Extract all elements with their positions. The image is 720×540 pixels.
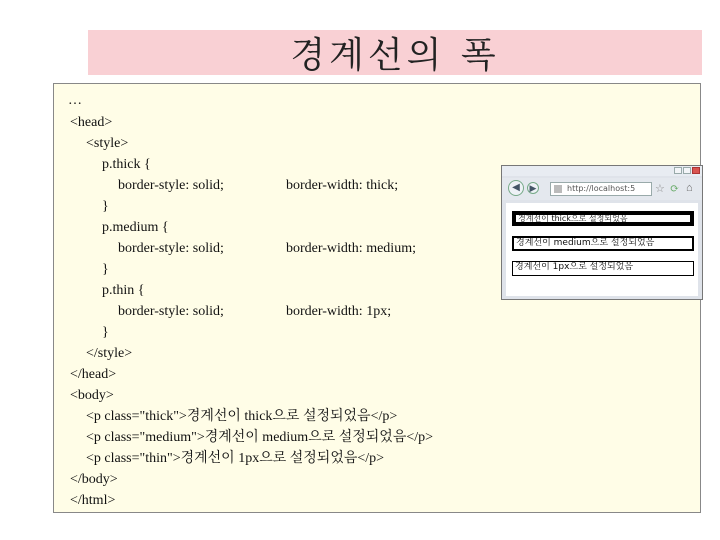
browser-toolbar	[502, 178, 702, 200]
code-line: <p class="thin">경계선이 1px으로 설정되었음</p>	[86, 451, 385, 466]
code-line: <body>	[70, 388, 114, 403]
code-line: <head>	[70, 115, 113, 130]
code-line: …	[68, 93, 82, 108]
code-line-width-thin: border-width: 1px;	[286, 304, 392, 319]
demo-paragraph-thick: 경계선이 thick으로 설정되었음	[512, 211, 694, 226]
address-text: http://localhost:5	[567, 184, 636, 193]
browser-viewport	[506, 203, 698, 296]
close-icon[interactable]	[692, 167, 700, 174]
code-line: <style>	[86, 136, 129, 151]
code-line-width-thick: border-width: thick;	[286, 178, 399, 193]
refresh-icon[interactable]: ⟳	[670, 183, 680, 195]
browser-screenshot	[501, 165, 703, 300]
code-line: border-style: solid;	[118, 241, 224, 256]
back-icon[interactable]: ◀	[508, 180, 524, 196]
code-line: </body>	[70, 472, 118, 487]
demo-paragraph-thin: 경계선이 1px으로 설정되었음	[512, 261, 694, 276]
code-line: p.thick {	[102, 157, 151, 172]
code-line: }	[102, 199, 109, 214]
code-line: }	[102, 262, 109, 277]
code-line: }	[102, 325, 109, 340]
code-line: <p class="medium">경계선이 medium으로 설정되었음</p>	[86, 430, 434, 445]
maximize-icon[interactable]	[683, 167, 691, 174]
demo-paragraph-medium: 경계선이 medium으로 설정되었음	[512, 236, 694, 251]
code-line: </html>	[70, 493, 116, 508]
home-icon[interactable]: ⌂	[686, 182, 693, 194]
code-line: p.thin {	[102, 283, 145, 298]
slide-title: 경계선의 폭	[290, 35, 500, 76]
title-bar	[88, 30, 702, 75]
code-line: border-style: solid;	[118, 178, 224, 193]
code-line: border-style: solid;	[118, 304, 224, 319]
code-line: </style>	[86, 346, 133, 361]
minimize-icon[interactable]	[674, 167, 682, 174]
page-icon	[554, 185, 562, 193]
code-line: </head>	[70, 367, 117, 382]
code-line-width-medium: border-width: medium;	[286, 241, 416, 256]
forward-icon[interactable]: ▶	[527, 182, 539, 194]
code-line: p.medium {	[102, 220, 169, 235]
browser-titlebar	[502, 166, 702, 176]
code-line: <p class="thick">경계선이 thick으로 설정되었음</p>	[86, 409, 398, 424]
favorite-star-icon[interactable]: ☆	[655, 183, 665, 195]
address-bar[interactable]	[550, 182, 652, 196]
